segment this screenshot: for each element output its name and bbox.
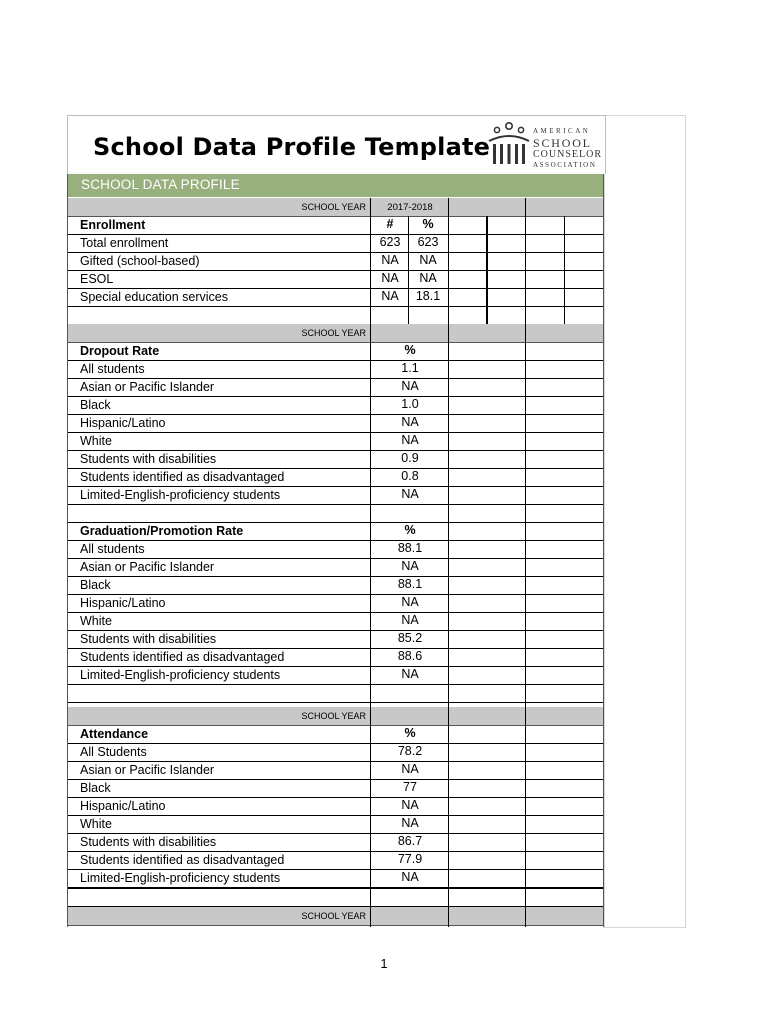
row-label: All students [80,542,145,556]
count-column-header: # [386,217,394,231]
row-percent: 77 [403,780,417,794]
row-label: All Students [80,745,147,759]
row-label: White [80,614,112,628]
school-year-value: 2017-2018 [387,202,433,213]
percent-column-header: % [404,343,416,357]
logo-line-2: SCHOOL [533,136,592,150]
percent-column-header: % [404,726,416,740]
blank-row [67,504,604,523]
row-label: ESOL [80,272,114,286]
row-label: Students identified as disadvantaged [80,650,285,664]
row-percent: NA [401,433,419,447]
row-percent: 623 [417,235,439,249]
row-label: Students with disabilities [80,835,217,849]
logo-line-3: COUNSELOR [533,149,603,160]
graduation-heading: Graduation/Promotion Rate [80,524,244,538]
row-label: Hispanic/Latino [80,799,166,813]
percent-column-header: % [404,523,416,537]
row-label: Asian or Pacific Islander [80,380,215,394]
row-percent: 0.9 [401,451,419,465]
row-label: White [80,434,112,448]
row-label: Black [80,578,111,592]
table-right-border [603,174,604,927]
row-percent: 1.1 [401,361,419,375]
row-percent: 88.6 [397,649,423,663]
table-row [67,540,604,559]
column-divider [370,198,371,927]
table-row [67,252,604,271]
attendance-heading: Attendance [80,727,149,741]
table-row [67,432,604,451]
blank-row [67,306,604,325]
table-row [67,779,604,798]
gridline [604,115,605,928]
table-row [67,833,604,852]
table-row [67,666,604,685]
page-title: School Data Profile Template [93,133,491,161]
row-percent: 88.1 [397,541,423,555]
row-percent: NA [401,415,419,429]
enrollment-heading: Enrollment [80,218,146,232]
asca-logo-icon [485,119,533,171]
column-divider [486,216,488,324]
row-percent: 78.2 [397,744,423,758]
row-label: Limited-English-proficiency students [80,488,281,502]
school-year-row [67,198,604,217]
school-year-row [67,707,604,726]
row-label: White [80,817,112,831]
column-divider [408,216,409,324]
row-percent: NA [401,613,419,627]
attendance-header-row [67,725,604,744]
table-row [67,576,604,595]
row-label: Limited-English-proficiency students [80,871,281,885]
table-row [67,450,604,469]
table-row [67,815,604,834]
asca-logo [485,119,607,175]
profile-band-label: SCHOOL DATA PROFILE [81,177,240,192]
blank-row [67,888,604,907]
table-row [67,558,604,577]
row-percent: 18.1 [415,289,441,303]
row-percent: NA [401,559,419,573]
row-label: Total enrollment [80,236,169,250]
row-percent: NA [401,870,419,884]
row-percent: NA [401,667,419,681]
table-row [67,761,604,780]
table-row [67,612,604,631]
gridline [604,927,686,928]
school-year-label: SCHOOL YEAR [301,911,366,921]
school-year-label: SCHOOL YEAR [301,202,366,212]
row-label: Special education services [80,290,228,304]
row-percent: 77.9 [397,852,423,866]
table-row [67,234,604,253]
table-row [67,486,604,505]
table-row [67,648,604,667]
row-count: NA [381,271,399,285]
row-percent: NA [401,595,419,609]
table-row [67,288,604,307]
gridline [685,115,686,928]
column-divider [525,198,526,927]
enrollment-header-row [67,216,604,235]
row-percent: NA [401,816,419,830]
table-row [67,630,604,649]
table-row [67,396,604,415]
row-label: Students with disabilities [80,452,217,466]
page-number: 1 [380,956,388,971]
profile-band [67,174,604,197]
school-year-row [67,907,604,926]
row-percent: NA [401,798,419,812]
row-label: Hispanic/Latino [80,416,166,430]
table-row [67,360,604,379]
row-percent: 85.2 [397,631,423,645]
percent-column-header: % [422,217,434,231]
dropout-header-row [67,342,604,361]
logo-line-4: ASSOCIATION [533,161,597,169]
row-label: Hispanic/Latino [80,596,166,610]
table-row [67,797,604,816]
logo-line-1: AMERICAN [533,127,591,135]
row-percent: NA [419,271,437,285]
row-label: Gifted (school-based) [80,254,200,268]
blank-row [67,684,604,703]
column-divider [564,216,565,324]
school-year-label: SCHOOL YEAR [301,711,366,721]
row-label: Black [80,398,111,412]
school-year-label: SCHOOL YEAR [301,328,366,338]
table-row [67,378,604,397]
row-count: NA [381,289,399,303]
row-percent: 0.8 [401,469,419,483]
row-label: Asian or Pacific Islander [80,560,215,574]
table-row [67,270,604,289]
gridline [604,115,686,116]
row-label: Limited-English-proficiency students [80,668,281,682]
row-percent: NA [401,379,419,393]
table-row [67,743,604,762]
row-label: Asian or Pacific Islander [80,763,215,777]
row-label: Students with disabilities [80,632,217,646]
column-divider [448,198,449,927]
row-label: Students identified as disadvantaged [80,853,285,867]
graduation-header-row [67,522,604,541]
row-percent: NA [419,253,437,267]
row-percent: NA [401,487,419,501]
table-row [67,851,604,870]
row-label: Black [80,781,111,795]
school-year-row [67,324,604,343]
dropout-heading: Dropout Rate [80,344,160,358]
row-count: NA [381,253,399,267]
table-row [67,414,604,433]
table-row [67,468,604,487]
table-left-border [67,174,68,927]
table-row [67,869,604,889]
table-row [67,594,604,613]
row-label: All students [80,362,145,376]
row-percent: 88.1 [397,577,423,591]
row-percent: 86.7 [397,834,423,848]
row-count: 623 [379,235,401,249]
row-percent: 1.0 [401,397,419,411]
row-label: Students identified as disadvantaged [80,470,285,484]
spreadsheet [67,115,686,928]
row-percent: NA [401,762,419,776]
